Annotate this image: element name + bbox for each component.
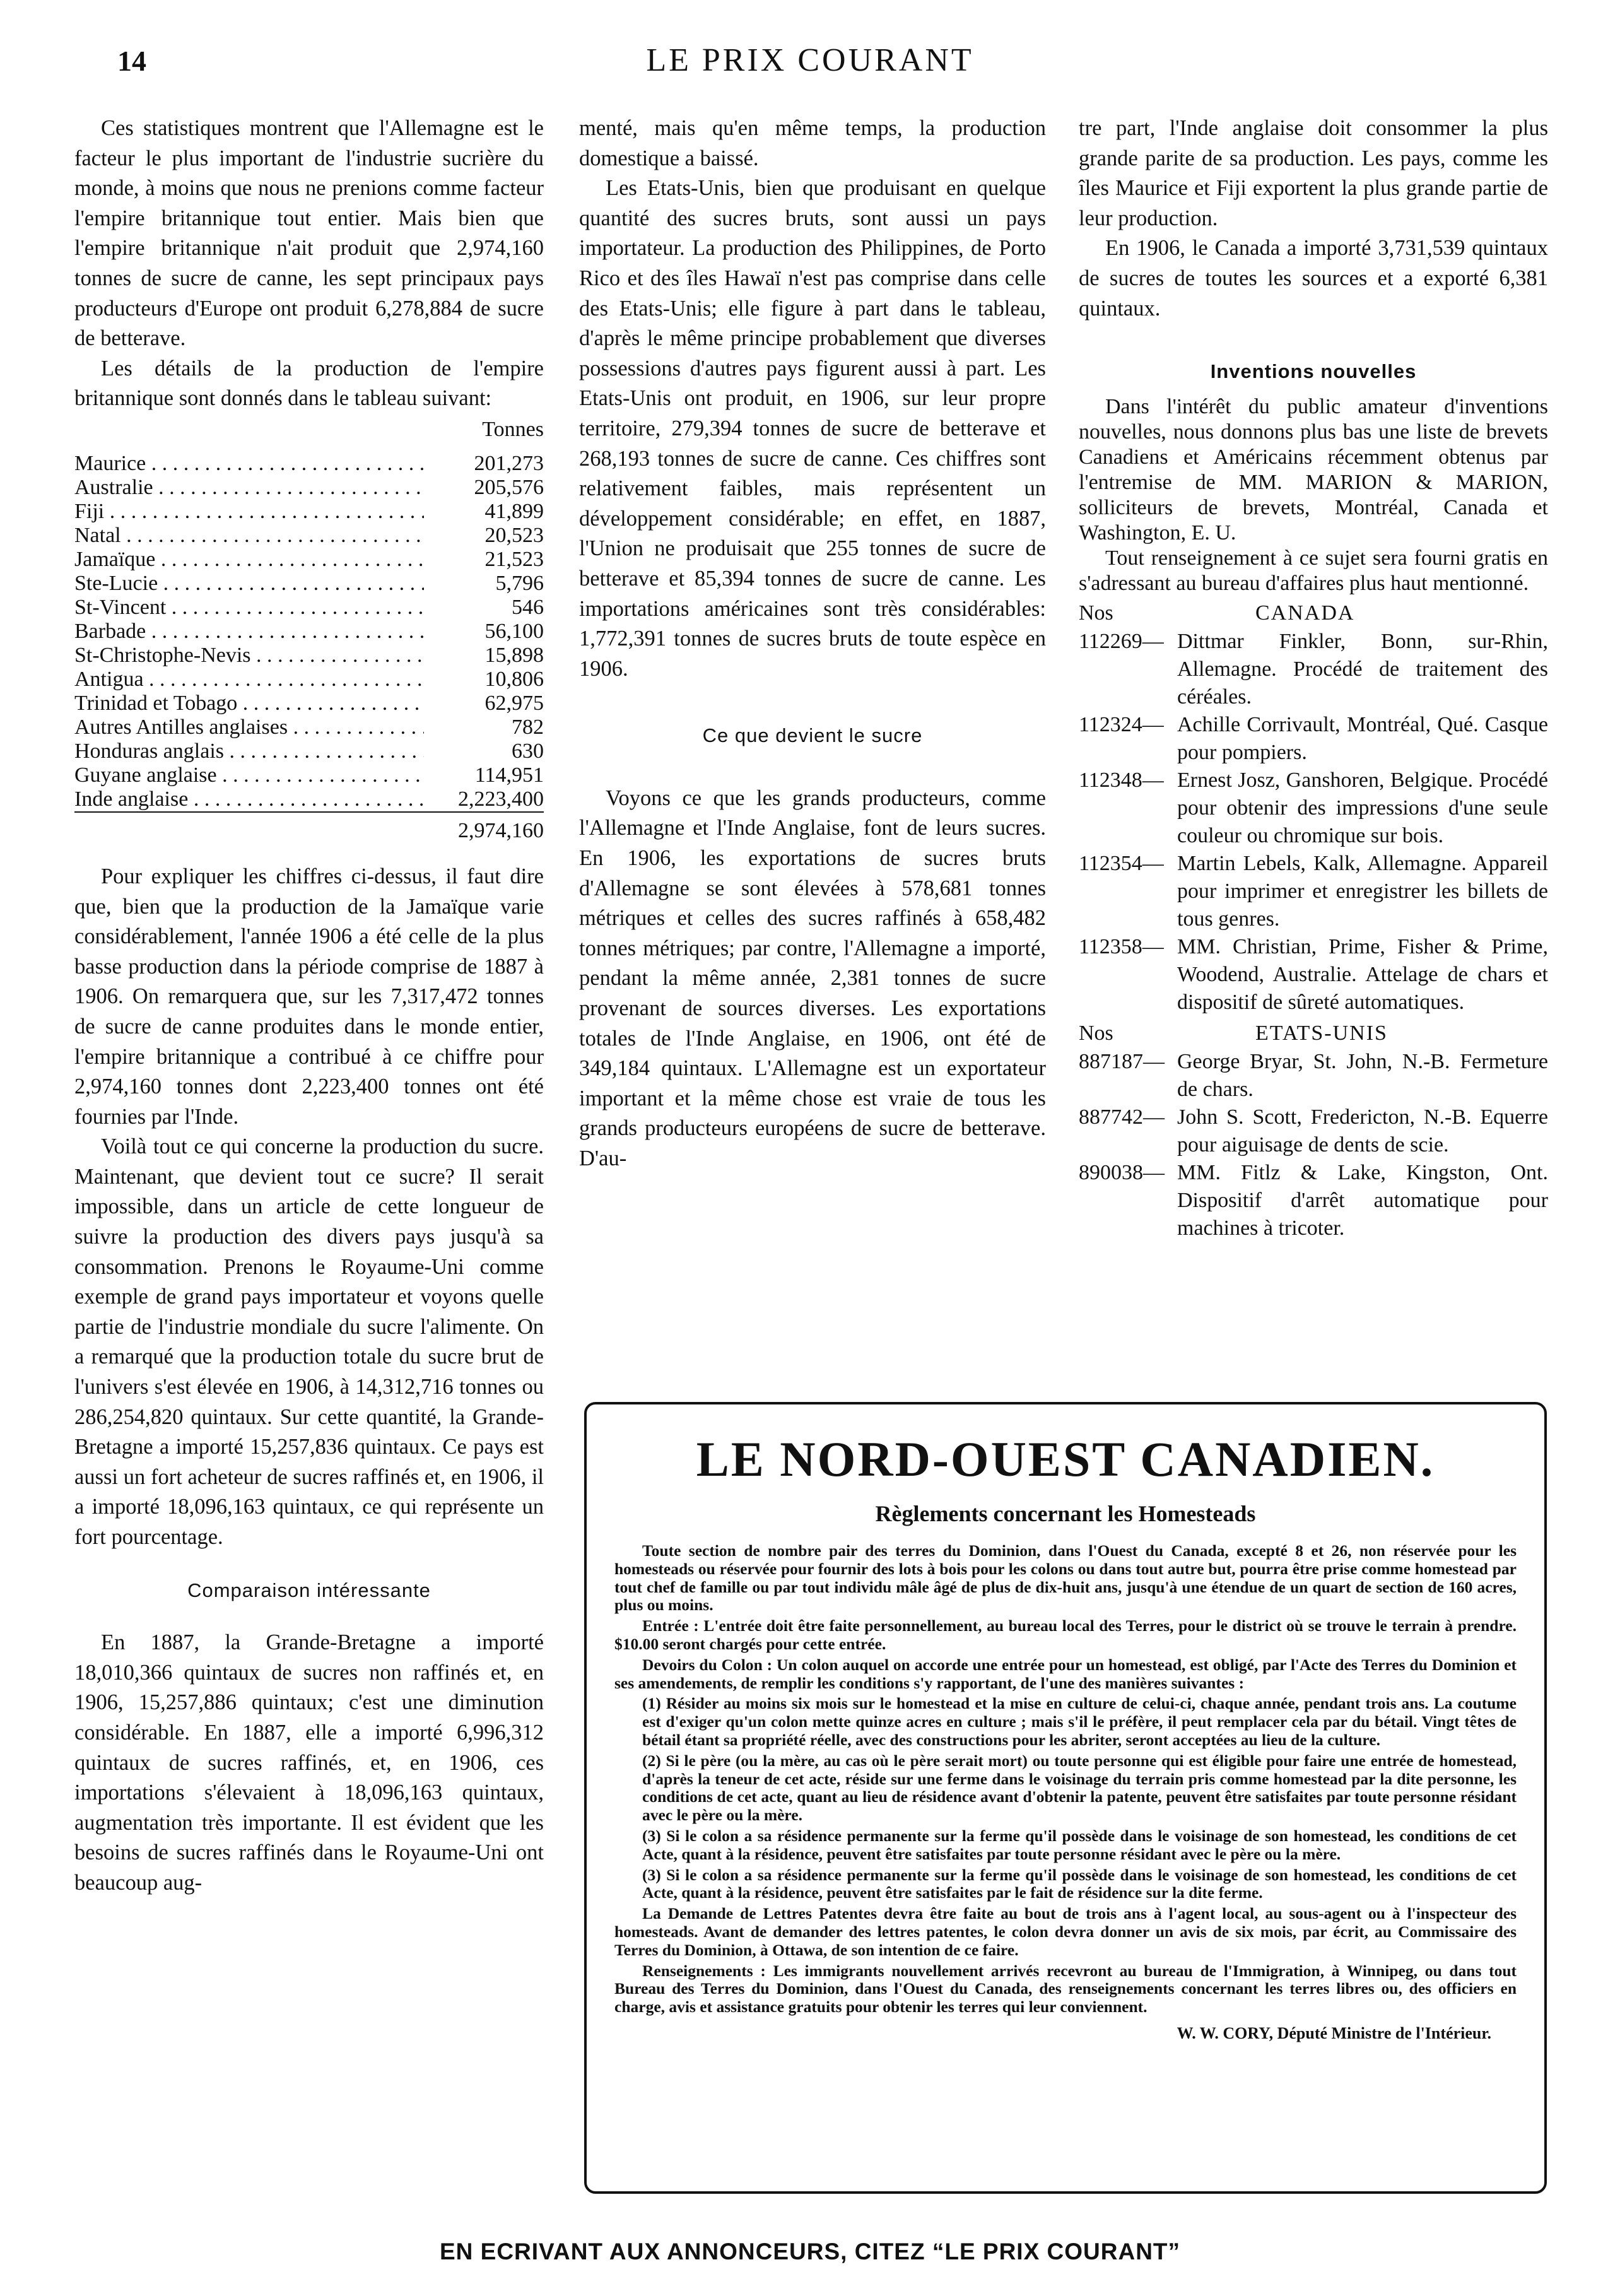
column-2 bbox=[579, 114, 1046, 1174]
paragraph: menté, mais qu'en même temps, la production domestique a baissé. bbox=[579, 116, 1046, 170]
patent-number: 112324— bbox=[1079, 712, 1164, 736]
row-name: Maurice bbox=[74, 451, 146, 475]
paragraph: Les Etats-Unis, bien que produisant en quelque quantité des sucres bruts, sont aussi un pays importateur. La production des Philippines, de Porto Rico et des îles Hawaï n'est pas comprise dans celle des Etats-Unis; elle figure à part dans le tableau, d'après le même principe probablement que diverses possessions d'autres pays figurent aussi à part. Les Etats-Unis ont produit, en 1906, sur leur propre territoire, 279,394 tonnes de sucre de betterave et 268,193 tonnes de sucre de canne. Ces chiffres sont relativement faibles, mais représentent un développement considérable; en effet, en 1887, l'Union ne produisait que 255 tonnes de sucre de betterave et 85,394 tonnes de sucre de canne. Les importations américaines sont très considérables: 1,772,391 tonnes de sucres bruts de toute espèce en 1906. bbox=[579, 176, 1046, 681]
table-row bbox=[74, 452, 544, 476]
patent-text: Dittmar Finkler, Bonn, sur-Rhin, Allemagne. Procédé de traitement des céréales. bbox=[1177, 629, 1548, 709]
patent-text: Achille Corrivault, Montréal, Qué. Casque pour pompiers. bbox=[1177, 712, 1548, 764]
row-name: Honduras anglais bbox=[74, 739, 225, 763]
paragraph: En 1906, le Canada a importé 3,731,539 quintaux de sucres de toutes les sources et a exporté 6,381 quintaux. bbox=[1079, 236, 1548, 321]
row-value: 630 bbox=[512, 739, 544, 763]
advert-title: LE NORD-OUEST CANADIEN. bbox=[696, 1432, 1435, 1487]
numbers-label: Nos bbox=[1079, 1021, 1113, 1045]
country-label: ETATS-UNIS bbox=[1255, 1021, 1388, 1045]
section-heading: Inventions nouvelles bbox=[1210, 360, 1417, 383]
row-value: 782 bbox=[512, 715, 544, 739]
row-name: Trinidad et Tobago bbox=[74, 691, 238, 715]
patent-entry bbox=[1079, 628, 1548, 711]
numbers-label: Nos bbox=[1079, 601, 1113, 625]
advert-paragraph: Devoirs du Colon : Un colon auquel on accorde une entrée pour un homestead, est obligé, par l'Acte des Terres du Dominion et ses amendements, de remplir les conditions s'y rapportant, de l'une des manières suivantes : bbox=[614, 1655, 1517, 1692]
advert-label: Devoirs du Colon : bbox=[642, 1655, 773, 1674]
advert-paragraph: Entrée : L'entrée doit être faite personnellement, au bureau local des Terres, pour le district où se trouve le terrain à prendre. $10.00 seront chargés pour cette entrée. bbox=[614, 1616, 1517, 1653]
column-3 bbox=[1079, 114, 1548, 1242]
us-heading bbox=[1079, 1019, 1548, 1048]
patent-entry bbox=[1079, 850, 1548, 933]
paragraph: Pour expliquer les chiffres ci-dessus, il faut dire que, bien que la production de la Jamaïque varie considérablement, l'année 1906 a été celle de la plus basse production dans la période comprise de 1887 à 1906. On remarquera que, sur les 7,317,472 tonnes de sucre de canne produites dans le monde entier, l'empire britannique a contribué à ce chiffre pour 2,974,160 tonnes dont 2,223,400 tonnes ont été fournies par l'Inde. bbox=[74, 864, 544, 1129]
production-table bbox=[74, 418, 544, 843]
row-name: Autres Antilles anglaises bbox=[74, 715, 288, 739]
table-row bbox=[74, 668, 544, 692]
row-value: 15,898 bbox=[484, 643, 544, 667]
row-value: 21,523 bbox=[484, 547, 544, 571]
row-name: St-Christophe-Nevis bbox=[74, 643, 251, 667]
row-value: 201,273 bbox=[474, 451, 544, 475]
patent-number: 112354— bbox=[1079, 851, 1164, 875]
section-heading: Comparaison intéressante bbox=[187, 1579, 431, 1601]
table-row bbox=[74, 476, 544, 500]
patent-number: 112348— bbox=[1079, 768, 1164, 792]
row-name: Inde anglaise bbox=[74, 787, 189, 811]
row-name: Natal bbox=[74, 523, 121, 547]
patent-text: George Bryar, St. John, N.-B. Fermeture de chars. bbox=[1177, 1049, 1548, 1101]
advert-label: Renseignements : bbox=[642, 1961, 766, 1980]
patent-text: Martin Lebels, Kalk, Allemagne. Appareil pour imprimer et enregistrer les billets de tous genres. bbox=[1177, 851, 1548, 931]
row-name: Barbade bbox=[74, 619, 146, 643]
row-value: 546 bbox=[512, 595, 544, 619]
paragraph: Dans l'intérêt du public amateur d'inventions nouvelles, nous donnons plus bas une liste de brevets Canadiens et Américains récemment obtenus par l'entremise de MM. MARION & MARION, solliciteurs de brevets, Montréal, Canada et Washington, E. U. bbox=[1079, 394, 1548, 545]
row-value: 205,576 bbox=[474, 475, 544, 499]
patent-number: 887742— bbox=[1079, 1105, 1165, 1129]
paragraph: Tout renseignement à ce sujet sera fourni gratis en s'adressant au bureau d'affaires plus haut mentionné. bbox=[1079, 546, 1548, 595]
column-1 bbox=[74, 114, 544, 1899]
row-value: 10,806 bbox=[484, 667, 544, 691]
table-row bbox=[74, 787, 544, 812]
patent-number: 890038— bbox=[1079, 1160, 1165, 1184]
homestead-advertisement bbox=[584, 1402, 1547, 2194]
table-row bbox=[74, 763, 544, 787]
row-value: 20,523 bbox=[484, 523, 544, 547]
row-name: Fiji bbox=[74, 499, 105, 523]
paragraph: tre part, l'Inde anglaise doit consommer la plus grande parite de sa production. Les pays, comme les îles Maurice et Fiji exportent la plus grande partie de leur production. bbox=[1079, 116, 1548, 230]
patent-entry bbox=[1079, 711, 1548, 767]
advert-label: Entrée : bbox=[642, 1616, 699, 1635]
patent-entry bbox=[1079, 1104, 1548, 1159]
advert-paragraph: Toute section de nombre pair des terres du Dominion, dans l'Ouest du Canada, excepté 8 et 26, non réservée pour les homesteads ou réservée pour fournir des lots à bois pour les colons ou dans tout autre but, pourra être prise comme homestead par tout chef de famille ou par tout individu mâle âgé de plus de dix-huit ans, jusqu'à une étendue de un quart de section de 160 acres, plus ou moins. bbox=[614, 1541, 1517, 1615]
row-name: Ste-Lucie bbox=[74, 571, 158, 595]
advert-signature: W. W. CORY, Député Ministre de l'Intérieur. bbox=[1177, 2023, 1491, 2042]
page-header bbox=[0, 38, 1620, 88]
row-value: 56,100 bbox=[484, 619, 544, 643]
patent-entry bbox=[1079, 1048, 1548, 1104]
table-row bbox=[74, 548, 544, 572]
patent-text: MM. Fitlz & Lake, Kingston, Ont. Dispositif d'arrêt automatique pour machines à tricoter. bbox=[1177, 1160, 1548, 1240]
page-footer: EN ECRIVANT AUX ANNONCEURS, CITEZ “LE PRIX COURANT” bbox=[439, 2239, 1181, 2264]
advert-subtitle: Règlements concernant les Homesteads bbox=[875, 1501, 1256, 1526]
advert-paragraph: Renseignements : Les immigrants nouvellement arrivés recevront au bureau de l'Immigration, à Winnipeg, ou dans tout Bureau des Terres du Dominion, dans l'Ouest du Canada, des renseignements concernant les terres libres ou, des officiers en charge, avis et assistance gratuits pour obtenir les terres qui leur conviennent. bbox=[614, 1961, 1517, 2016]
table-header-tonnes: Tonnes bbox=[482, 417, 544, 441]
paragraph: Ces statistiques montrent que l'Allemagne est le facteur le plus important de l'industrie sucrière du monde, à moins que nous ne prenions comme facteur l'empire britannique tout entier. Mais bien que l'empire britannique n'ait produit que 2,974,160 tonnes de sucre de canne, les sept principaux pays producteurs d'Europe ont produit 6,278,884 de sucre de betterave. bbox=[74, 116, 544, 351]
patent-text: Ernest Josz, Ganshoren, Belgique. Procédé pour obtenir des impressions d'une seule couleur ou chromique sur bois. bbox=[1177, 768, 1548, 847]
row-value: 114,951 bbox=[474, 763, 544, 787]
journal-title: LE PRIX COURANT bbox=[646, 42, 974, 78]
section-heading: Ce que devient le sucre bbox=[702, 724, 923, 747]
table-row bbox=[74, 524, 544, 548]
patent-text: MM. Christian, Prime, Fisher & Prime, Woodend, Australie. Attelage de chars et dispositif de sûreté automatiques. bbox=[1177, 934, 1548, 1014]
row-value: 41,899 bbox=[484, 499, 544, 523]
table-row bbox=[74, 739, 544, 763]
patent-entry bbox=[1079, 767, 1548, 850]
row-value: 5,796 bbox=[495, 571, 544, 595]
patent-number: 887187— bbox=[1079, 1049, 1165, 1073]
advert-body bbox=[614, 1542, 1517, 2016]
patent-entry bbox=[1079, 1159, 1548, 1242]
row-value: 2,223,400 bbox=[458, 787, 544, 811]
row-name: Jamaïque bbox=[74, 547, 156, 571]
row-name: St-Vincent bbox=[74, 595, 167, 619]
advert-paragraph: La Demande de Lettres Patentes devra être faite au bout de trois ans à l'agent local, au sous-agent ou à l'inspecteur des homesteads. Avant de demander des lettres patentes, le colon devra donner un avis de six mois, par écrit, au Commissaire des Terres du Dominion, à Ottawa, de son intention de ce faire. bbox=[614, 1904, 1517, 1959]
table-row bbox=[74, 500, 544, 524]
advert-label: La Demande de Lettres Patentes bbox=[642, 1904, 877, 1923]
table-row bbox=[74, 572, 544, 596]
country-label: CANADA bbox=[1255, 601, 1355, 625]
advert-item: (2) Si le père (ou la mère, au cas où le père serait mort) ou toute personne qui est éligible pour faire une entrée de homestead, d'après la teneur de cet acte, réside sur une ferme dans le voisinage du terrain pris comme homestead par la dite personne, les conditions de cet acte, quant au lieu de résidence avant d'obtenir la patente, peuvent être satisfaites par toute personne résidant avec le père ou la mère. bbox=[642, 1751, 1517, 1825]
table-row bbox=[74, 692, 544, 715]
patent-entry bbox=[1079, 933, 1548, 1016]
table-row bbox=[74, 620, 544, 644]
paragraph: En 1887, la Grande-Bretagne a importé 18,010,366 quintaux de sucres non raffinés et, en 1906, 15,257,886 quintaux; c'est une diminution considérable. En 1887, elle a importé 6,996,312 quintaux de sucres raffinés, et, en 1906, ces importations s'élevaient à 18,096,163 quintaux, augmentation très importante. Il est évident que les besoins de sucres raffinés dans le Royaume-Uni ont beaucoup aug- bbox=[74, 1630, 544, 1895]
paragraph: Voyons ce que les grands producteurs, comme l'Allemagne et l'Inde Anglaise, font de leurs sucres. En 1906, les exportations de sucres bruts d'Allemagne se sont élevées à 578,681 tonnes métriques et celles des sucres raffinés à 658,482 tonnes métriques; par contre, l'Allemagne a importé, pendant la même année, 2,381 tonnes de sucre provenant de sources diverses. Les exportations totales de l'Inde Anglaise, en 1906, ont été de 349,184 quintaux. L'Allemagne est un exportateur important et la même chose est vraie de tous les grands producteurs européens de sucre de betterave. D'au- bbox=[579, 786, 1046, 1170]
row-value: 62,975 bbox=[484, 691, 544, 715]
row-name: Antigua bbox=[74, 667, 144, 691]
table-row bbox=[74, 644, 544, 668]
patent-number: 112269— bbox=[1079, 629, 1164, 653]
canada-heading bbox=[1079, 599, 1548, 628]
patent-number: 112358— bbox=[1079, 934, 1164, 958]
table-row bbox=[74, 596, 544, 620]
row-name: Australie bbox=[74, 475, 153, 499]
patent-text: John S. Scott, Fredericton, N.-B. Equerre pour aiguisage de dents de scie. bbox=[1177, 1105, 1548, 1157]
advert-item: (3) Si le colon a sa résidence permanente sur la ferme qu'il possède dans le voisinage de son homestead, les conditions de cet Acte, quant à la résidence, peuvent être satisfaites par toute personne résidant avec le père ou la mère. bbox=[642, 1826, 1517, 1863]
page-number: 14 bbox=[117, 45, 146, 77]
paragraph: Voilà tout ce qui concerne la production du sucre. Maintenant, que devient tout ce sucre? Il serait impossible, dans un article de cette longueur de suivre la production des divers pays jusqu'à sa consommation. Prenons le Royaume-Uni comme exemple de grand pays importateur et voyons quelle partie de l'industrie mondiale du sucre l'alimente. On a remarqué que la production totale du sucre brut de l'univers s'est élevée en 1906, à 14,312,716 tonnes ou 286,254,820 quintaux. Sur cette quantité, la Grande-Bretagne a importé 15,257,836 quintaux. Ce pays est aussi un fort acheteur de sucres raffinés et, en 1906, il a importé 18,096,163 quintaux, ce qui représente un fort pourcentage. bbox=[74, 1134, 544, 1549]
row-name: Guyane anglaise bbox=[74, 763, 217, 787]
table-row bbox=[74, 715, 544, 739]
advert-item: (1) Résider au moins six mois sur le homestead et la mise en culture de celui-ci, chaque année, pendant trois ans. La coutume est d'exiger qu'un colon mette quinze acres en culture ; mais s'il le préfère, il peut remplacer cela par du bétail. Vingt têtes de bétail étant sa propriété réelle, avec des constructions pour les abriter, seront acceptées au lieu de la culture. bbox=[642, 1694, 1517, 1749]
paragraph: Les détails de la production de l'empire britannique sont donnés dans le tableau suivant: bbox=[74, 356, 544, 411]
advert-item: (3) Si le colon a sa résidence permanente sur la ferme qu'il possède dans le voisinage de son homestead, les conditions de cet Acte, quant à la résidence, peuvent être satisfaites par le fait de résidence sur la dite ferme. bbox=[642, 1865, 1517, 1902]
table-total: 2,974,160 bbox=[424, 812, 544, 843]
